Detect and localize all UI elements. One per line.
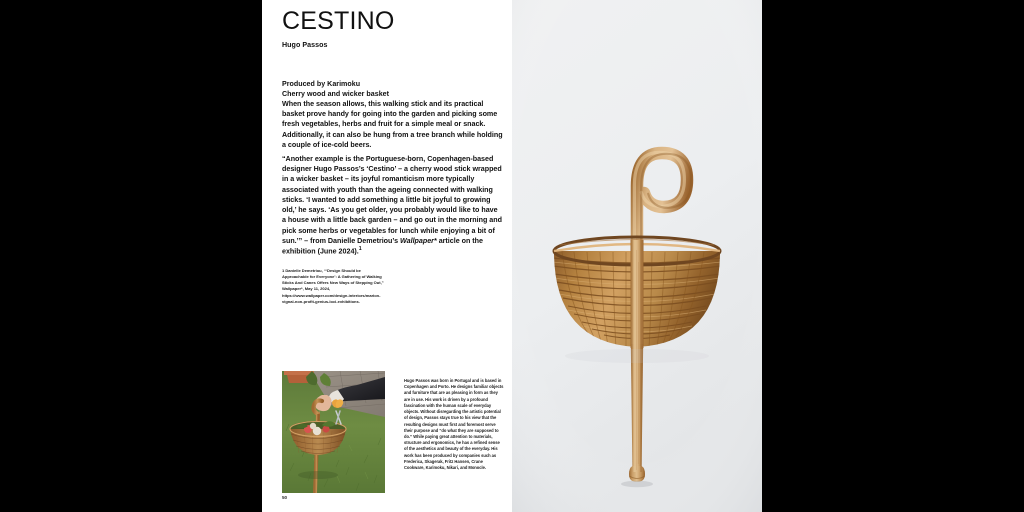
garden-photo-image [282,371,385,493]
page-number: 50 [282,495,288,500]
footnote-marker: 1 [358,245,362,252]
designer-name: Hugo Passos [282,41,328,49]
publication-name: Wallpaper* [400,236,437,245]
product-photo-image [512,0,762,512]
garden-photo [282,371,385,493]
production-credits [282,79,389,99]
description-paragraph: When the season allows, this walking stick and its practical basket prove handy for going into the garden and picking some fresh vegetables, herbs and fruit for a simple meal or snack. Additionally, it can also be hung from a tree branch while holding a couple of ice-cold beers. [282,100,503,149]
credit-producer: Produced by Karimoku [282,80,361,88]
right-photo-page [512,0,762,512]
designer-biography: Hugo Passos was born in Portugal and is based in Copenhagen and Porto. He designs familiar objects and furniture that are as pleasing in form as they are in use. His work is driven by a profound fascination with the human scale of everyday objects. Without disregarding the artistic potential of design, Passos stays true to his view that the resulting designs must first and foremost serve their purpose and “do what they are supposed to do.” While paying great attention to materials, structure and ergonomics, he has a refined sense of the aesthetics and beauty of the everyday. His work has been produced by companies such as Frederica, Skagerak, Fritz Hansen, Crane Cookware, Karimoku, Nikari, and Monocle. [404,378,504,471]
quote-text-part-2: article on the exhibition (June 2024). [282,236,483,256]
left-text-page [262,0,512,512]
quotation-paragraph [282,154,503,257]
footnote-text: 1 Danielle Demetriou, “‘Design Should be Approachable for Everyone’: A Gathering of Walking Sticks And Canes Offers New Ways of Stepping Out,” Wallpaper*, May 11, 2024, https://www.wallpaper.com/design-interiors/marion-vignal-non-profit-genius-loci-exhibitions. [282,268,384,304]
page-title: CESTINO [282,7,395,35]
left-page-content [282,0,504,512]
credit-materials: Cherry wood and wicker basket [282,90,390,99]
quote-text-part-1: “Another example is the Portuguese-born, Copenhagen-based designer Hugo Passos’s ‘Cestino’ – a cherry wood stick wrapped in a wicker basket – its joyful romanticism more typically associated with youth than the ageing connected with walking sticks. ‘I wanted to add something a little bit joyful to growing old,’ he says. ‘As you get older, you probably would like to have a house with a little back garden – and go out in the morning and pick some herbs or vegetables for lunch while enjoying a bit of sun.’” – from Danielle Demetriou’s [282,155,502,245]
